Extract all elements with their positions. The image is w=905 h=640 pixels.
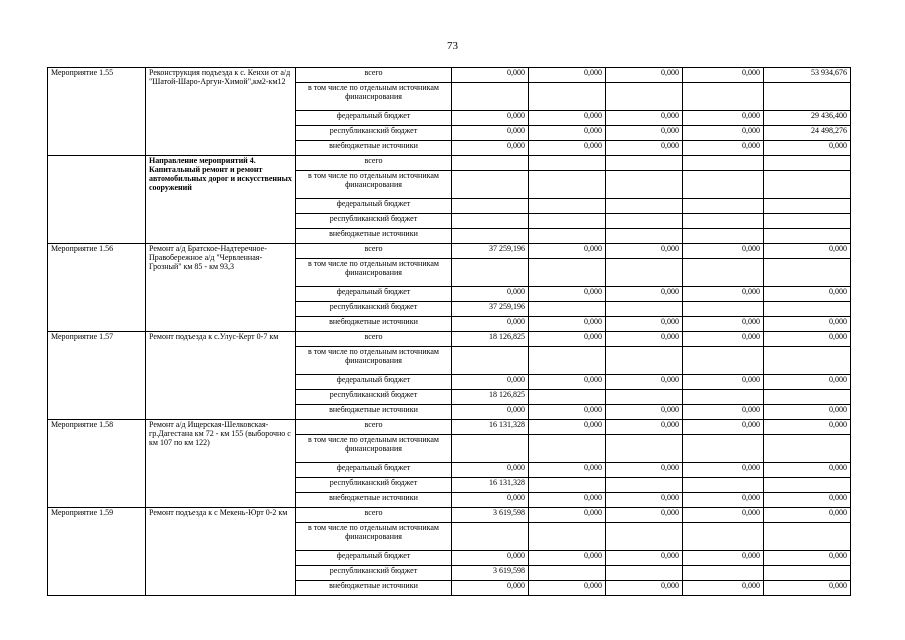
amount-cell: 0,000	[529, 126, 606, 141]
amount-cell: 0,000	[529, 317, 606, 332]
amount-cell: 0,000	[606, 317, 683, 332]
funding-source-cell: федеральный бюджет	[296, 463, 452, 478]
amount-cell	[452, 259, 529, 287]
amount-cell: 0,000	[683, 420, 764, 435]
amount-cell: 0,000	[764, 244, 851, 259]
amount-cell	[606, 347, 683, 375]
amount-cell: 0,000	[606, 126, 683, 141]
amount-cell	[606, 171, 683, 199]
amount-cell	[529, 435, 606, 463]
amount-cell	[764, 259, 851, 287]
funding-source-cell: республиканский бюджет	[296, 214, 452, 229]
amount-cell	[764, 229, 851, 244]
event-description-cell: Ремонт а/д Ищерская-Шелковская-гр.Дагестана км 72 - км 155 (выборочно с км 107 по км 122)	[146, 420, 296, 508]
funding-source-cell: республиканский бюджет	[296, 302, 452, 317]
funding-source-cell: внебюджетные источники	[296, 141, 452, 156]
amount-cell	[529, 390, 606, 405]
amount-cell	[683, 566, 764, 581]
funding-source-cell: в том числе по отдельным источникам финансирования	[296, 171, 452, 199]
amount-cell	[683, 347, 764, 375]
funding-source-cell: внебюджетные источники	[296, 493, 452, 508]
amount-cell	[452, 171, 529, 199]
amount-cell: 0,000	[529, 332, 606, 347]
amount-cell	[606, 214, 683, 229]
amount-cell	[764, 478, 851, 493]
amount-cell: 0,000	[529, 244, 606, 259]
amount-cell	[764, 171, 851, 199]
amount-cell: 0,000	[606, 551, 683, 566]
amount-cell: 0,000	[683, 141, 764, 156]
amount-cell	[529, 347, 606, 375]
amount-cell: 0,000	[452, 68, 529, 83]
amount-cell	[452, 523, 529, 551]
amount-cell	[606, 566, 683, 581]
event-number-cell: Мероприятие 1.59	[48, 508, 146, 596]
amount-cell: 0,000	[529, 287, 606, 302]
amount-cell: 0,000	[529, 581, 606, 596]
funding-source-cell: республиканский бюджет	[296, 126, 452, 141]
funding-source-cell: федеральный бюджет	[296, 199, 452, 214]
amount-cell	[606, 523, 683, 551]
amount-cell	[764, 214, 851, 229]
amount-cell: 0,000	[683, 551, 764, 566]
amount-cell: 0,000	[529, 493, 606, 508]
amount-cell	[683, 171, 764, 199]
amount-cell: 16 131,328	[452, 478, 529, 493]
amount-cell: 29 436,400	[764, 111, 851, 126]
amount-cell: 0,000	[683, 493, 764, 508]
amount-cell: 37 259,196	[452, 244, 529, 259]
amount-cell	[764, 347, 851, 375]
amount-cell	[529, 156, 606, 171]
amount-cell: 0,000	[452, 405, 529, 420]
funding-source-cell: федеральный бюджет	[296, 551, 452, 566]
amount-cell	[683, 302, 764, 317]
amount-cell: 0,000	[764, 332, 851, 347]
amount-cell: 0,000	[452, 551, 529, 566]
amount-cell	[764, 390, 851, 405]
amount-cell	[606, 390, 683, 405]
amount-cell	[452, 435, 529, 463]
amount-cell: 18 126,825	[452, 390, 529, 405]
funding-source-cell: всего	[296, 244, 452, 259]
funding-source-cell: в том числе по отдельным источникам финансирования	[296, 83, 452, 111]
amount-cell: 0,000	[764, 493, 851, 508]
amount-cell: 0,000	[683, 111, 764, 126]
funding-source-cell: всего	[296, 68, 452, 83]
amount-cell: 0,000	[606, 581, 683, 596]
funding-source-cell: республиканский бюджет	[296, 478, 452, 493]
event-description-cell: Реконструкция подъезда к с. Кенхи от а/д "Шатой-Шаро-Аргун-Химой",км2-км12	[146, 68, 296, 156]
amount-cell: 16 131,328	[452, 420, 529, 435]
funding-source-cell: в том числе по отдельным источникам финансирования	[296, 347, 452, 375]
funding-source-cell: в том числе по отдельным источникам финансирования	[296, 435, 452, 463]
amount-cell	[764, 523, 851, 551]
amount-cell	[764, 435, 851, 463]
event-number-cell: Мероприятие 1.56	[48, 244, 146, 332]
amount-cell	[683, 435, 764, 463]
amount-cell: 0,000	[764, 317, 851, 332]
amount-cell	[683, 199, 764, 214]
event-description-cell: Ремонт подъезда к с.Улус-Керт 0-7 км	[146, 332, 296, 420]
amount-cell: 0,000	[529, 463, 606, 478]
amount-cell	[606, 156, 683, 171]
amount-cell: 0,000	[452, 463, 529, 478]
amount-cell: 0,000	[529, 141, 606, 156]
amount-cell: 0,000	[529, 405, 606, 420]
amount-cell: 0,000	[452, 141, 529, 156]
funding-source-cell: в том числе по отдельным источникам финансирования	[296, 523, 452, 551]
funding-source-cell: внебюджетные источники	[296, 405, 452, 420]
amount-cell: 0,000	[683, 317, 764, 332]
amount-cell: 18 126,825	[452, 332, 529, 347]
amount-cell: 0,000	[452, 287, 529, 302]
amount-cell: 0,000	[452, 317, 529, 332]
amount-cell: 0,000	[529, 375, 606, 390]
funding-source-cell: всего	[296, 332, 452, 347]
amount-cell	[529, 83, 606, 111]
amount-cell: 0,000	[452, 126, 529, 141]
amount-cell: 0,000	[683, 68, 764, 83]
event-description-cell: Ремонт а/д Братское-Надтеречное-Правобережное а/д "Червленная-Грозный" км 85 - км 93,3	[146, 244, 296, 332]
amount-cell	[606, 302, 683, 317]
amount-cell	[683, 259, 764, 287]
amount-cell	[764, 156, 851, 171]
amount-cell	[764, 199, 851, 214]
amount-cell	[606, 83, 683, 111]
table-row	[48, 420, 851, 435]
funding-source-cell: внебюджетные источники	[296, 229, 452, 244]
amount-cell: 0,000	[764, 405, 851, 420]
amount-cell: 3 619,598	[452, 566, 529, 581]
budget-table-body	[48, 68, 851, 596]
amount-cell	[606, 478, 683, 493]
amount-cell	[683, 156, 764, 171]
amount-cell	[452, 83, 529, 111]
funding-source-cell: в том числе по отдельным источникам финансирования	[296, 259, 452, 287]
table-row	[48, 332, 851, 347]
event-description-cell: Ремонт подъезда к с Мекень-Юрт 0-2 км	[146, 508, 296, 596]
amount-cell: 0,000	[452, 493, 529, 508]
amount-cell: 0,000	[683, 581, 764, 596]
amount-cell: 0,000	[452, 375, 529, 390]
table-row	[48, 68, 851, 83]
amount-cell	[452, 229, 529, 244]
funding-source-cell: республиканский бюджет	[296, 390, 452, 405]
event-number-cell: Мероприятие 1.57	[48, 332, 146, 420]
amount-cell: 24 498,276	[764, 126, 851, 141]
amount-cell	[683, 478, 764, 493]
funding-source-cell: федеральный бюджет	[296, 375, 452, 390]
amount-cell: 0,000	[606, 375, 683, 390]
funding-source-cell: внебюджетные источники	[296, 317, 452, 332]
amount-cell: 53 934,676	[764, 68, 851, 83]
amount-cell	[529, 566, 606, 581]
funding-source-cell: всего	[296, 420, 452, 435]
amount-cell	[683, 83, 764, 111]
amount-cell: 37 259,196	[452, 302, 529, 317]
amount-cell: 0,000	[606, 420, 683, 435]
amount-cell: 0,000	[529, 420, 606, 435]
amount-cell	[452, 199, 529, 214]
amount-cell: 0,000	[764, 463, 851, 478]
table-row	[48, 508, 851, 523]
amount-cell: 0,000	[764, 375, 851, 390]
amount-cell: 0,000	[764, 287, 851, 302]
amount-cell: 0,000	[606, 508, 683, 523]
amount-cell: 3 619,598	[452, 508, 529, 523]
amount-cell	[764, 83, 851, 111]
amount-cell: 0,000	[529, 68, 606, 83]
amount-cell: 0,000	[606, 141, 683, 156]
amount-cell: 0,000	[683, 287, 764, 302]
event-number-cell	[48, 156, 146, 244]
amount-cell	[683, 390, 764, 405]
amount-cell	[764, 566, 851, 581]
amount-cell	[452, 156, 529, 171]
amount-cell	[529, 302, 606, 317]
amount-cell: 0,000	[452, 581, 529, 596]
amount-cell: 0,000	[529, 111, 606, 126]
event-description-cell: Направление мероприятий 4. Капитальный ремонт и ремонт автомобильных дорог и искусственных сооружений	[146, 156, 296, 244]
amount-cell	[529, 229, 606, 244]
amount-cell	[683, 523, 764, 551]
amount-cell	[529, 259, 606, 287]
amount-cell: 0,000	[764, 581, 851, 596]
amount-cell: 0,000	[764, 141, 851, 156]
amount-cell	[529, 171, 606, 199]
amount-cell: 0,000	[452, 111, 529, 126]
amount-cell	[683, 214, 764, 229]
amount-cell	[683, 229, 764, 244]
amount-cell: 0,000	[683, 508, 764, 523]
amount-cell	[606, 435, 683, 463]
amount-cell	[529, 199, 606, 214]
amount-cell	[764, 302, 851, 317]
table-row	[48, 244, 851, 259]
amount-cell: 0,000	[764, 508, 851, 523]
amount-cell: 0,000	[683, 332, 764, 347]
amount-cell: 0,000	[683, 375, 764, 390]
amount-cell	[529, 478, 606, 493]
amount-cell	[606, 259, 683, 287]
amount-cell: 0,000	[683, 126, 764, 141]
amount-cell	[529, 523, 606, 551]
page-number: 73	[447, 40, 458, 52]
amount-cell: 0,000	[529, 508, 606, 523]
amount-cell: 0,000	[529, 551, 606, 566]
budget-table	[47, 67, 851, 596]
amount-cell	[529, 214, 606, 229]
amount-cell: 0,000	[606, 287, 683, 302]
amount-cell: 0,000	[606, 68, 683, 83]
funding-source-cell: всего	[296, 156, 452, 171]
amount-cell	[452, 214, 529, 229]
funding-source-cell: всего	[296, 508, 452, 523]
amount-cell: 0,000	[606, 332, 683, 347]
amount-cell: 0,000	[606, 463, 683, 478]
event-number-cell: Мероприятие 1.55	[48, 68, 146, 156]
funding-source-cell: федеральный бюджет	[296, 287, 452, 302]
amount-cell: 0,000	[683, 463, 764, 478]
amount-cell: 0,000	[764, 420, 851, 435]
amount-cell: 0,000	[764, 551, 851, 566]
amount-cell: 0,000	[606, 493, 683, 508]
funding-source-cell: федеральный бюджет	[296, 111, 452, 126]
amount-cell	[606, 229, 683, 244]
amount-cell: 0,000	[683, 244, 764, 259]
event-number-cell: Мероприятие 1.58	[48, 420, 146, 508]
amount-cell: 0,000	[683, 405, 764, 420]
funding-source-cell: внебюджетные источники	[296, 581, 452, 596]
amount-cell	[606, 199, 683, 214]
funding-source-cell: республиканский бюджет	[296, 566, 452, 581]
amount-cell	[452, 347, 529, 375]
table-row	[48, 156, 851, 171]
amount-cell: 0,000	[606, 244, 683, 259]
amount-cell: 0,000	[606, 405, 683, 420]
amount-cell: 0,000	[606, 111, 683, 126]
